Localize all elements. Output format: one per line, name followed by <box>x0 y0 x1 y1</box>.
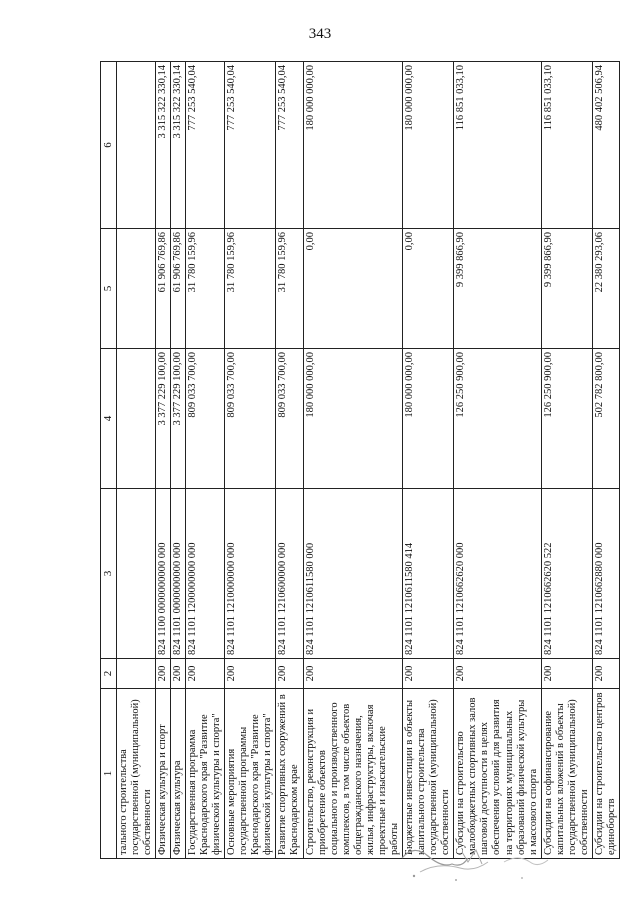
row-name: Строительство, реконструкция и приобретение объектов социального и производственного комплексов, в том числе объектов общегражданского назначения, жилья, инфраструктуры, включая проектные и изыскательские работы <box>303 689 403 859</box>
table-row <box>225 62 276 859</box>
row-code: 200 <box>185 659 224 689</box>
header-col-2: 2 <box>101 659 117 689</box>
row-executed-amount: 61 906 769,86 <box>155 229 170 349</box>
row-classification: 824 1101 1210611580 414 <box>403 489 454 659</box>
row-classification: 824 1100 0000000000 000 <box>155 489 170 659</box>
row-remaining-amount: 777 253 540,04 <box>225 62 276 229</box>
row-classification: 824 1101 1200000000 000 <box>185 489 224 659</box>
header-col-3: 3 <box>101 489 117 659</box>
row-executed-amount: 31 780 159,96 <box>225 229 276 349</box>
table-header-row <box>101 62 117 859</box>
row-executed-amount: 31 780 159,96 <box>185 229 224 349</box>
table-row <box>185 62 224 859</box>
row-executed-amount: 22 380 293,06 <box>592 229 619 349</box>
row-name: тального строительства государственной (муниципальной) собственности <box>116 689 155 859</box>
row-classification <box>116 489 155 659</box>
row-name: Основные мероприятия государственной программы Краснодарского края "Развитие физической культуры и спорта" <box>225 689 276 859</box>
row-code: 200 <box>170 659 185 689</box>
header-col-6: 6 <box>101 62 117 229</box>
row-classification: 824 1101 1210611580 000 <box>303 489 403 659</box>
table-row <box>303 62 403 859</box>
row-approved-amount: 809 033 700,00 <box>225 349 276 489</box>
header-col-1: 1 <box>101 689 117 859</box>
rotated-table-frame <box>100 62 618 859</box>
table-row <box>454 62 541 859</box>
row-approved-amount <box>116 349 155 489</box>
row-executed-amount: 31 780 159,96 <box>276 229 303 349</box>
row-executed-amount: 0,00 <box>403 229 454 349</box>
row-classification: 824 1101 0000000000 000 <box>170 489 185 659</box>
row-executed-amount: 9 399 866,90 <box>454 229 541 349</box>
row-classification: 824 1101 1210662620 522 <box>541 489 592 659</box>
rotated-table-wrapper <box>100 62 618 859</box>
row-approved-amount: 3 377 229 100,00 <box>155 349 170 489</box>
row-name: Субсидии на строительство центров единоборств <box>592 689 619 859</box>
row-code: 200 <box>155 659 170 689</box>
row-remaining-amount: 116 851 033,10 <box>454 62 541 229</box>
table-row <box>541 62 592 859</box>
row-name: Субсидии на строительство малобюджетных спортивных залов шаговой доступности в целях обеспечения условий для развития на территориях муниципальных образований физической культуры и массового спорта <box>454 689 541 859</box>
row-executed-amount <box>116 229 155 349</box>
row-code <box>116 659 155 689</box>
row-name: Субсидии на софинансирование капитальных вложений в объекты государственной (муниципальной) собственности <box>541 689 592 859</box>
row-classification: 824 1101 1210662880 000 <box>592 489 619 659</box>
header-col-5: 5 <box>101 229 117 349</box>
row-code: 200 <box>592 659 619 689</box>
row-remaining-amount: 777 253 540,04 <box>185 62 224 229</box>
table-row <box>276 62 303 859</box>
row-code: 200 <box>276 659 303 689</box>
row-remaining-amount: 116 851 033,10 <box>541 62 592 229</box>
row-remaining-amount: 180 000 000,00 <box>303 62 403 229</box>
row-name: Бюджетные инвестиции в объекты капитального строительства государственной (муниципальной) собственности <box>403 689 454 859</box>
row-remaining-amount: 3 315 322 330,14 <box>170 62 185 229</box>
page-number: 343 <box>308 26 332 42</box>
row-code: 200 <box>403 659 454 689</box>
row-executed-amount: 0,00 <box>303 229 403 349</box>
row-executed-amount: 61 906 769,86 <box>170 229 185 349</box>
row-approved-amount: 126 250 900,00 <box>454 349 541 489</box>
row-approved-amount: 809 033 700,00 <box>276 349 303 489</box>
row-executed-amount: 9 399 866,90 <box>541 229 592 349</box>
row-name: Физическая культура и спорт <box>155 689 170 859</box>
row-code: 200 <box>541 659 592 689</box>
budget-table <box>100 61 620 859</box>
row-remaining-amount: 480 402 506,94 <box>592 62 619 229</box>
row-code: 200 <box>454 659 541 689</box>
row-classification: 824 1101 1210000000 000 <box>225 489 276 659</box>
row-classification: 824 1101 1210600000 000 <box>276 489 303 659</box>
row-approved-amount: 3 377 229 100,00 <box>170 349 185 489</box>
table-row <box>116 62 155 859</box>
row-remaining-amount <box>116 62 155 229</box>
row-code: 200 <box>225 659 276 689</box>
row-approved-amount: 502 782 800,00 <box>592 349 619 489</box>
table-row <box>170 62 185 859</box>
row-remaining-amount: 777 253 540,04 <box>276 62 303 229</box>
header-col-4: 4 <box>101 349 117 489</box>
row-classification: 824 1101 1210662620 000 <box>454 489 541 659</box>
table-row <box>403 62 454 859</box>
table-row <box>592 62 619 859</box>
ink-stamp-mark <box>392 838 562 888</box>
row-approved-amount: 180 000 000,00 <box>403 349 454 489</box>
row-code: 200 <box>303 659 403 689</box>
row-approved-amount: 809 033 700,00 <box>185 349 224 489</box>
row-remaining-amount: 180 000 000,00 <box>403 62 454 229</box>
table-row <box>155 62 170 859</box>
row-approved-amount: 126 250 900,00 <box>541 349 592 489</box>
row-approved-amount: 180 000 000,00 <box>303 349 403 489</box>
row-name: Физическая культура <box>170 689 185 859</box>
row-remaining-amount: 3 315 322 330,14 <box>155 62 170 229</box>
row-name: Государственная программа Краснодарского края "Развитие физической культуры и спорта" <box>185 689 224 859</box>
row-name: Развитие спортивных сооружений в Краснодарском крае <box>276 689 303 859</box>
